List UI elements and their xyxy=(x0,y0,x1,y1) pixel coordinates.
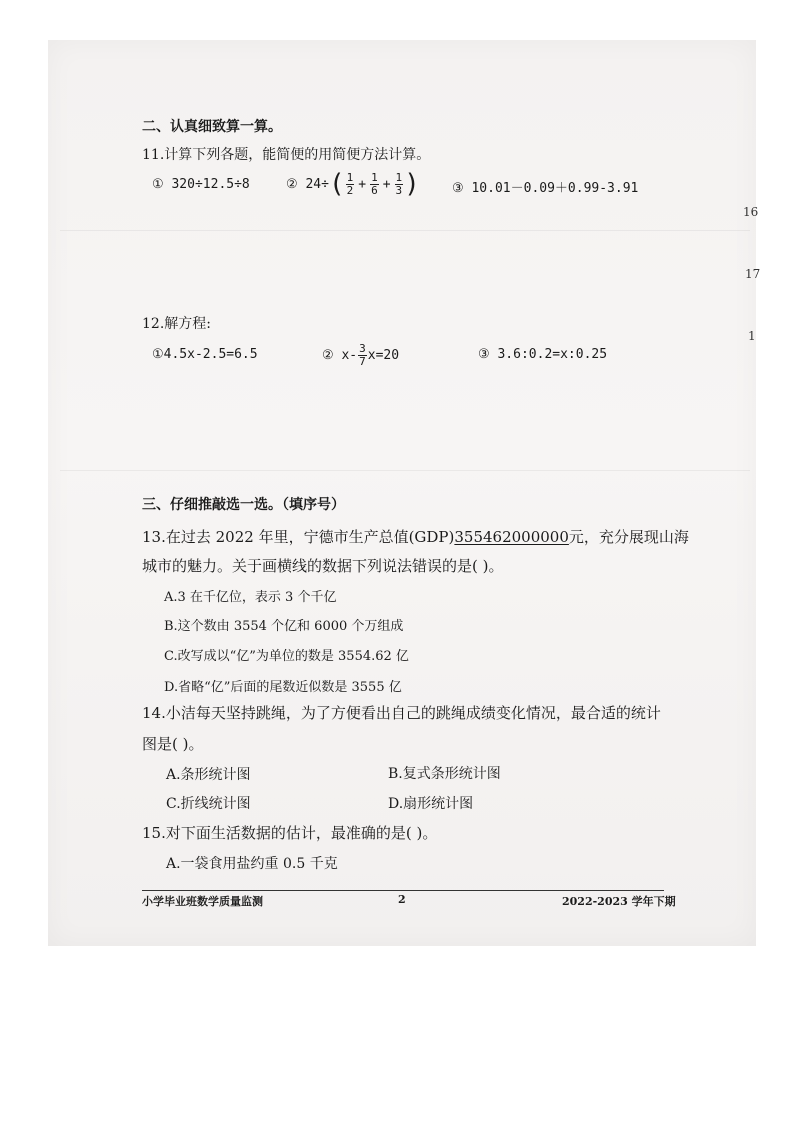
paper-crease xyxy=(60,470,750,471)
q12-item-1: ①4.5x-2.5=6.5 xyxy=(152,347,258,362)
q13-option-b: B.这个数由 3554 个亿和 6000 个万组成 xyxy=(164,619,404,634)
fraction-sixth: $\frac{1}{6}$ xyxy=(371,170,378,197)
q14-option-b: B.复式条形统计图 xyxy=(388,766,501,782)
q11-item-1: ① 320÷12.5÷8 xyxy=(152,177,250,192)
q14-line-1: 14.小洁每天坚持跳绳，为了方便看出自己的跳绳成绩变化情况，最合适的统计 xyxy=(142,704,661,722)
footer-page-number: 2 xyxy=(398,893,406,906)
fraction-third: $\frac{1}{3}$ xyxy=(395,170,403,197)
q11-item-2-label: ② 24÷ xyxy=(286,176,329,192)
q12-intro: 12.解方程: xyxy=(142,316,211,332)
fraction-three-sevenths: $\frac{3}{7}$ xyxy=(359,341,366,368)
section-3-title: 三、仔细推敲选一选。（填序号） xyxy=(142,497,345,513)
q15-line-1: 15.对下面生活数据的估计，最准确的是( )。 xyxy=(142,824,438,842)
edge-mark: 17 xyxy=(745,267,761,281)
q11-item-3: ③ 10.01－0.09＋0.99-3.91 xyxy=(452,181,639,196)
edge-mark: 16 xyxy=(743,205,759,219)
q14-option-d: D.扇形统计图 xyxy=(388,796,474,812)
q11-intro: 11.计算下列各题，能简便的用简便方法计算。 xyxy=(142,147,431,163)
q14-option-c: C.折线统计图 xyxy=(166,796,251,812)
footer-right: 2022-2023 学年下期 xyxy=(562,895,676,908)
q14-option-a: A.条形统计图 xyxy=(166,767,251,783)
q13-option-d: D.省略“亿”后面的尾数近似数是 3555 亿 xyxy=(164,680,402,695)
q13-line-1: 13.在过去 2022 年里，宁德市生产总值(GDP)355462000000元，充分展现山海 xyxy=(142,528,689,546)
q12-item-3: ③ 3.6:0.2=x:0.25 xyxy=(478,347,608,362)
q12-item-2: ② x- $\frac{3}{7}$ x=20 xyxy=(322,341,400,368)
edge-mark: 1 xyxy=(748,329,756,343)
q13-option-c: C.改写成以“亿”为单位的数是 3554.62 亿 xyxy=(164,649,409,664)
fraction-half: $\frac{1}{2}$ xyxy=(346,170,354,197)
q13-line-2: 城市的魅力。关于画横线的数据下列说法错误的是( )。 xyxy=(142,557,504,575)
section-2-title: 二、认真细致算一算。 xyxy=(142,119,282,135)
footer-left: 小学毕业班数学质量监测 xyxy=(142,895,263,908)
paper-crease xyxy=(60,230,750,231)
q12-item-2-label: ② x- xyxy=(322,347,358,363)
q14-line-2: 图是( )。 xyxy=(142,735,204,753)
q13-option-a: A.3 在千亿位，表示 3 个千亿 xyxy=(164,590,337,605)
q13-underlined-number: 355462000000 xyxy=(454,528,569,546)
q15-option-a: A.一袋食用盐约重 0.5 千克 xyxy=(166,856,338,872)
q11-item-2: ② 24÷ ( $\frac{1}{2}$ + $\frac{1}{6}$ + $\frac{1}{3}$ ) xyxy=(286,169,420,199)
footer-rule xyxy=(142,890,664,891)
